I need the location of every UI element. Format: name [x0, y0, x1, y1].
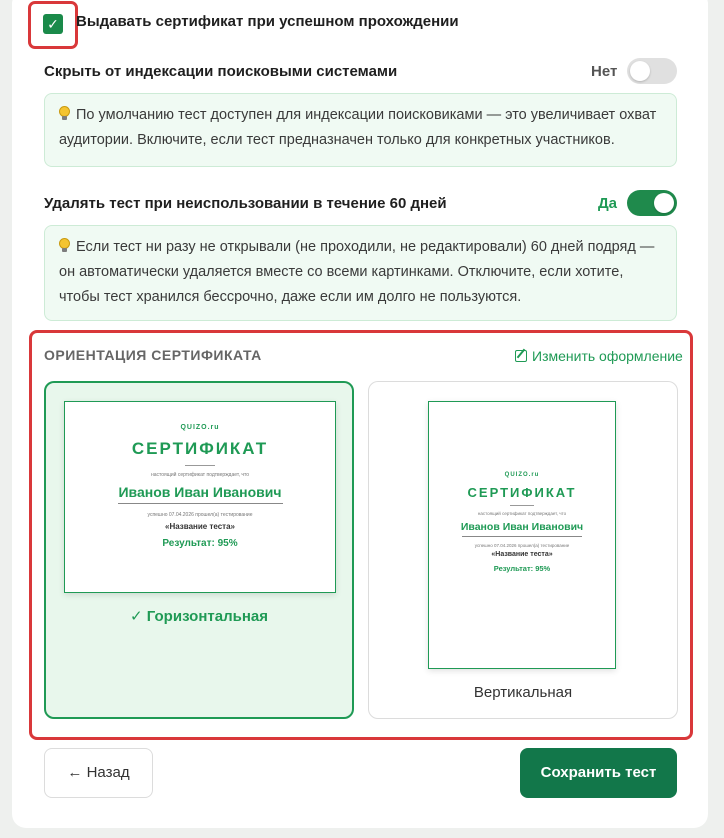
edit-icon: [515, 350, 527, 362]
cert-title: СЕРТИФИКАТ: [131, 439, 269, 458]
orientation-option-horizontal[interactable]: [44, 381, 354, 719]
cert-name: Иванов Иван Иванович: [460, 521, 584, 533]
save-test-button[interactable]: Сохранить тест: [520, 748, 677, 798]
cert-test-name: «Название теста»: [491, 551, 553, 558]
orientation-option-label: Вертикальная: [473, 684, 573, 701]
hide-indexing-title: Скрыть от индексации поисковыми системами: [44, 63, 398, 80]
edit-design-label: Изменить оформление: [532, 348, 683, 364]
cert-name: Иванов Иван Иванович: [118, 484, 282, 500]
cert-result: Результат: 95%: [162, 538, 238, 549]
back-button[interactable]: ← Назад: [44, 748, 153, 798]
auto-delete-title: Удалять тест при неиспользовании в течение 60 дней: [44, 195, 447, 212]
auto-delete-toggle[interactable]: [627, 190, 677, 216]
lightbulb-icon: [59, 106, 70, 121]
edit-design-link[interactable]: [515, 348, 683, 364]
cert-test-name: «Название теста»: [165, 522, 235, 531]
cert-brand: QUIZO.ru: [180, 424, 220, 431]
hide-indexing-state: Нет: [591, 63, 618, 80]
orientation-option-vertical[interactable]: [368, 381, 678, 719]
hide-indexing-info-text: По умолчанию тест доступен для индексации поисковиками — это увеличивает охват аудитории. Включите, если тест предназначен только для конкретных участников.: [59, 107, 657, 148]
orientation-title: ОРИЕНТАЦИЯ СЕРТИФИКАТА: [44, 347, 262, 363]
certificate-checkbox[interactable]: [43, 14, 63, 34]
orientation-option-label: ✓ Горизонтальная: [130, 608, 268, 625]
certificate-preview-horizontal: [64, 401, 336, 593]
toggle-knob: [654, 193, 674, 213]
cert-name-underline: [462, 536, 582, 537]
cert-title: СЕРТИФИКАТ: [467, 485, 577, 500]
lightbulb-icon: [59, 238, 70, 253]
cert-divider: [510, 505, 534, 506]
check-icon: ✓: [47, 16, 59, 32]
cert-passed-text: успешно 07.04.2026 прошел(а) тестирование: [474, 543, 570, 548]
cert-passed-text: успешно 07.04.2026 прошел(а) тестирование: [147, 512, 253, 518]
cert-result: Результат: 95%: [493, 564, 551, 573]
hide-indexing-toggle[interactable]: [627, 58, 677, 84]
certificate-checkbox-label[interactable]: Выдавать сертификат при успешном прохождении: [76, 13, 459, 30]
auto-delete-info-text: Если тест ни разу не открывали (не проходили, не редактировали) 60 дней подряд — он автоматически удаляется вместе со всеми картинками. Отключите, если хотите, чтобы тест хранился бессрочно, даже если им долго не пользуются.: [59, 239, 655, 305]
hide-indexing-info: [44, 93, 677, 167]
cert-brand: QUIZO.ru: [504, 472, 540, 478]
cert-divider: [185, 465, 215, 466]
cert-subtitle: настоящий сертификат подтверждает, что: [477, 511, 567, 516]
cert-subtitle: настоящий сертификат подтверждает, что: [151, 472, 249, 478]
certificate-preview-vertical: [428, 401, 616, 669]
cert-name-underline: [118, 503, 283, 504]
auto-delete-state: Да: [598, 195, 618, 212]
auto-delete-info: [44, 225, 677, 321]
toggle-knob: [630, 61, 650, 81]
